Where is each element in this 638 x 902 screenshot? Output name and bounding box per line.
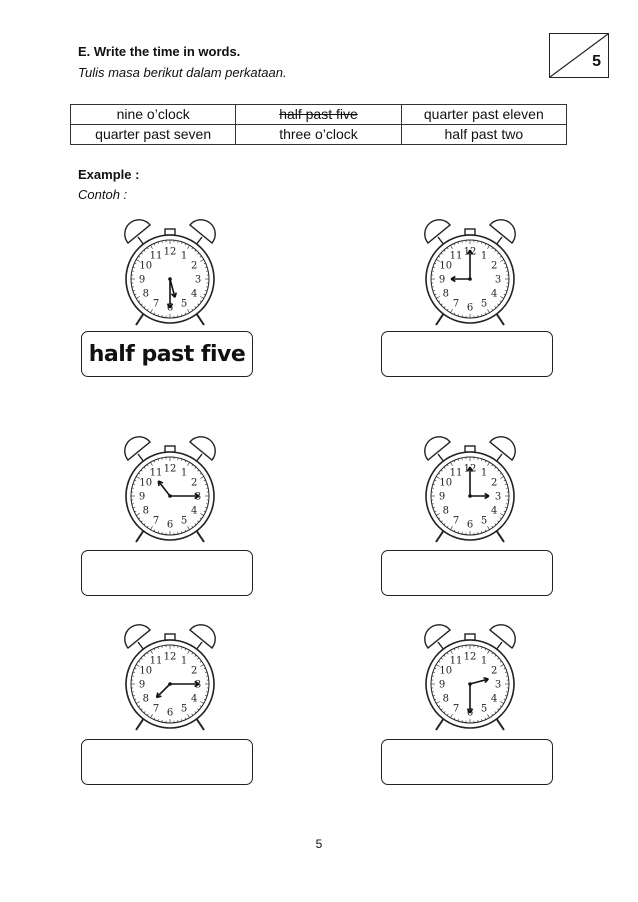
svg-text:9: 9: [438, 491, 446, 503]
score-box: [549, 33, 609, 78]
word-option: quarter past eleven: [401, 105, 566, 125]
answer-box[interactable]: [381, 739, 553, 785]
example-answer: half past five: [88, 341, 246, 367]
svg-text:1: 1: [180, 250, 188, 262]
svg-text:3: 3: [494, 679, 502, 691]
svg-text:10: 10: [139, 260, 153, 272]
svg-text:10: 10: [139, 665, 153, 677]
alarm-clock-icon: [418, 219, 522, 329]
svg-text:1: 1: [180, 655, 188, 667]
svg-text:8: 8: [442, 505, 449, 517]
bell-right: [190, 220, 215, 243]
svg-text:11: 11: [449, 250, 463, 262]
svg-text:6: 6: [166, 302, 174, 314]
svg-text:10: 10: [439, 477, 453, 489]
bell-right: [190, 437, 215, 460]
svg-text:8: 8: [442, 288, 449, 300]
svg-text:2: 2: [191, 477, 198, 489]
page-number: 5: [315, 837, 323, 851]
exercise-title: E. Write the time in words.: [78, 44, 241, 59]
svg-text:2: 2: [491, 665, 498, 677]
svg-text:7: 7: [152, 703, 160, 715]
word-option: nine o’clock: [71, 105, 236, 125]
alarm-clock-icon: [118, 219, 222, 329]
example-label: Example :: [78, 167, 140, 182]
alarm-clock-icon: [418, 436, 522, 546]
svg-text:8: 8: [142, 288, 149, 300]
bell-right: [490, 220, 515, 243]
bell-left: [125, 220, 150, 243]
word-option: quarter past seven: [71, 125, 236, 145]
svg-text:3: 3: [494, 274, 502, 286]
table-row: [71, 105, 567, 125]
svg-text:6: 6: [466, 302, 474, 314]
svg-text:12: 12: [463, 651, 477, 663]
svg-text:11: 11: [149, 467, 163, 479]
svg-text:4: 4: [491, 693, 498, 705]
svg-text:4: 4: [191, 288, 198, 300]
svg-text:2: 2: [491, 477, 498, 489]
svg-text:11: 11: [149, 250, 163, 262]
answer-box[interactable]: [381, 331, 553, 377]
word-option-used: half past five: [236, 105, 401, 125]
svg-text:3: 3: [194, 274, 202, 286]
exercise-subtitle: Tulis masa berikut dalam perkataan.: [78, 65, 287, 80]
svg-text:7: 7: [452, 298, 460, 310]
score-total: 5: [592, 53, 601, 70]
bell-left: [425, 625, 450, 648]
bell-right: [490, 625, 515, 648]
answer-box[interactable]: [381, 550, 553, 596]
svg-text:7: 7: [452, 515, 460, 527]
svg-text:9: 9: [438, 274, 446, 286]
bell-left: [125, 625, 150, 648]
svg-text:9: 9: [438, 679, 446, 691]
svg-text:7: 7: [152, 515, 160, 527]
svg-text:12: 12: [463, 246, 477, 258]
svg-text:2: 2: [191, 665, 198, 677]
svg-text:7: 7: [152, 298, 160, 310]
svg-text:8: 8: [142, 693, 149, 705]
svg-text:6: 6: [166, 707, 174, 719]
svg-text:11: 11: [149, 655, 163, 667]
svg-text:5: 5: [480, 703, 488, 715]
word-bank-table: [70, 104, 567, 145]
svg-text:12: 12: [163, 463, 177, 475]
svg-text:3: 3: [194, 679, 202, 691]
svg-text:5: 5: [180, 515, 188, 527]
svg-text:5: 5: [180, 298, 188, 310]
svg-text:12: 12: [163, 246, 177, 258]
svg-text:4: 4: [491, 288, 498, 300]
bell-left: [125, 437, 150, 460]
svg-text:4: 4: [191, 693, 198, 705]
bell-right: [190, 625, 215, 648]
word-option: three o’clock: [236, 125, 401, 145]
svg-text:4: 4: [491, 505, 498, 517]
svg-text:3: 3: [494, 491, 502, 503]
svg-text:10: 10: [439, 260, 453, 272]
svg-text:2: 2: [491, 260, 498, 272]
svg-text:6: 6: [466, 707, 474, 719]
answer-box[interactable]: [81, 550, 253, 596]
svg-text:9: 9: [138, 274, 146, 286]
svg-text:8: 8: [142, 505, 149, 517]
svg-text:5: 5: [180, 703, 188, 715]
svg-text:9: 9: [138, 491, 146, 503]
alarm-clock-icon: [118, 436, 222, 546]
svg-text:10: 10: [139, 477, 153, 489]
answer-box[interactable]: [81, 331, 253, 377]
bell-right: [490, 437, 515, 460]
svg-text:11: 11: [449, 467, 463, 479]
alarm-clock-icon: [118, 624, 222, 734]
svg-text:1: 1: [480, 467, 488, 479]
svg-text:1: 1: [180, 467, 188, 479]
svg-text:5: 5: [480, 298, 488, 310]
svg-text:6: 6: [466, 519, 474, 531]
svg-text:12: 12: [163, 651, 177, 663]
word-option: half past two: [401, 125, 566, 145]
svg-text:1: 1: [480, 250, 488, 262]
answer-box[interactable]: [81, 739, 253, 785]
alarm-clock-icon: [418, 624, 522, 734]
bell-left: [425, 220, 450, 243]
svg-text:7: 7: [452, 703, 460, 715]
bell-left: [425, 437, 450, 460]
svg-text:2: 2: [191, 260, 198, 272]
svg-text:1: 1: [480, 655, 488, 667]
svg-text:8: 8: [442, 693, 449, 705]
svg-text:4: 4: [191, 505, 198, 517]
table-row: [71, 125, 567, 145]
svg-text:6: 6: [166, 519, 174, 531]
svg-text:5: 5: [480, 515, 488, 527]
svg-text:3: 3: [194, 491, 202, 503]
svg-text:12: 12: [463, 463, 477, 475]
svg-text:11: 11: [449, 655, 463, 667]
example-label-malay: Contoh :: [78, 187, 128, 202]
svg-text:9: 9: [138, 679, 146, 691]
svg-text:10: 10: [439, 665, 453, 677]
